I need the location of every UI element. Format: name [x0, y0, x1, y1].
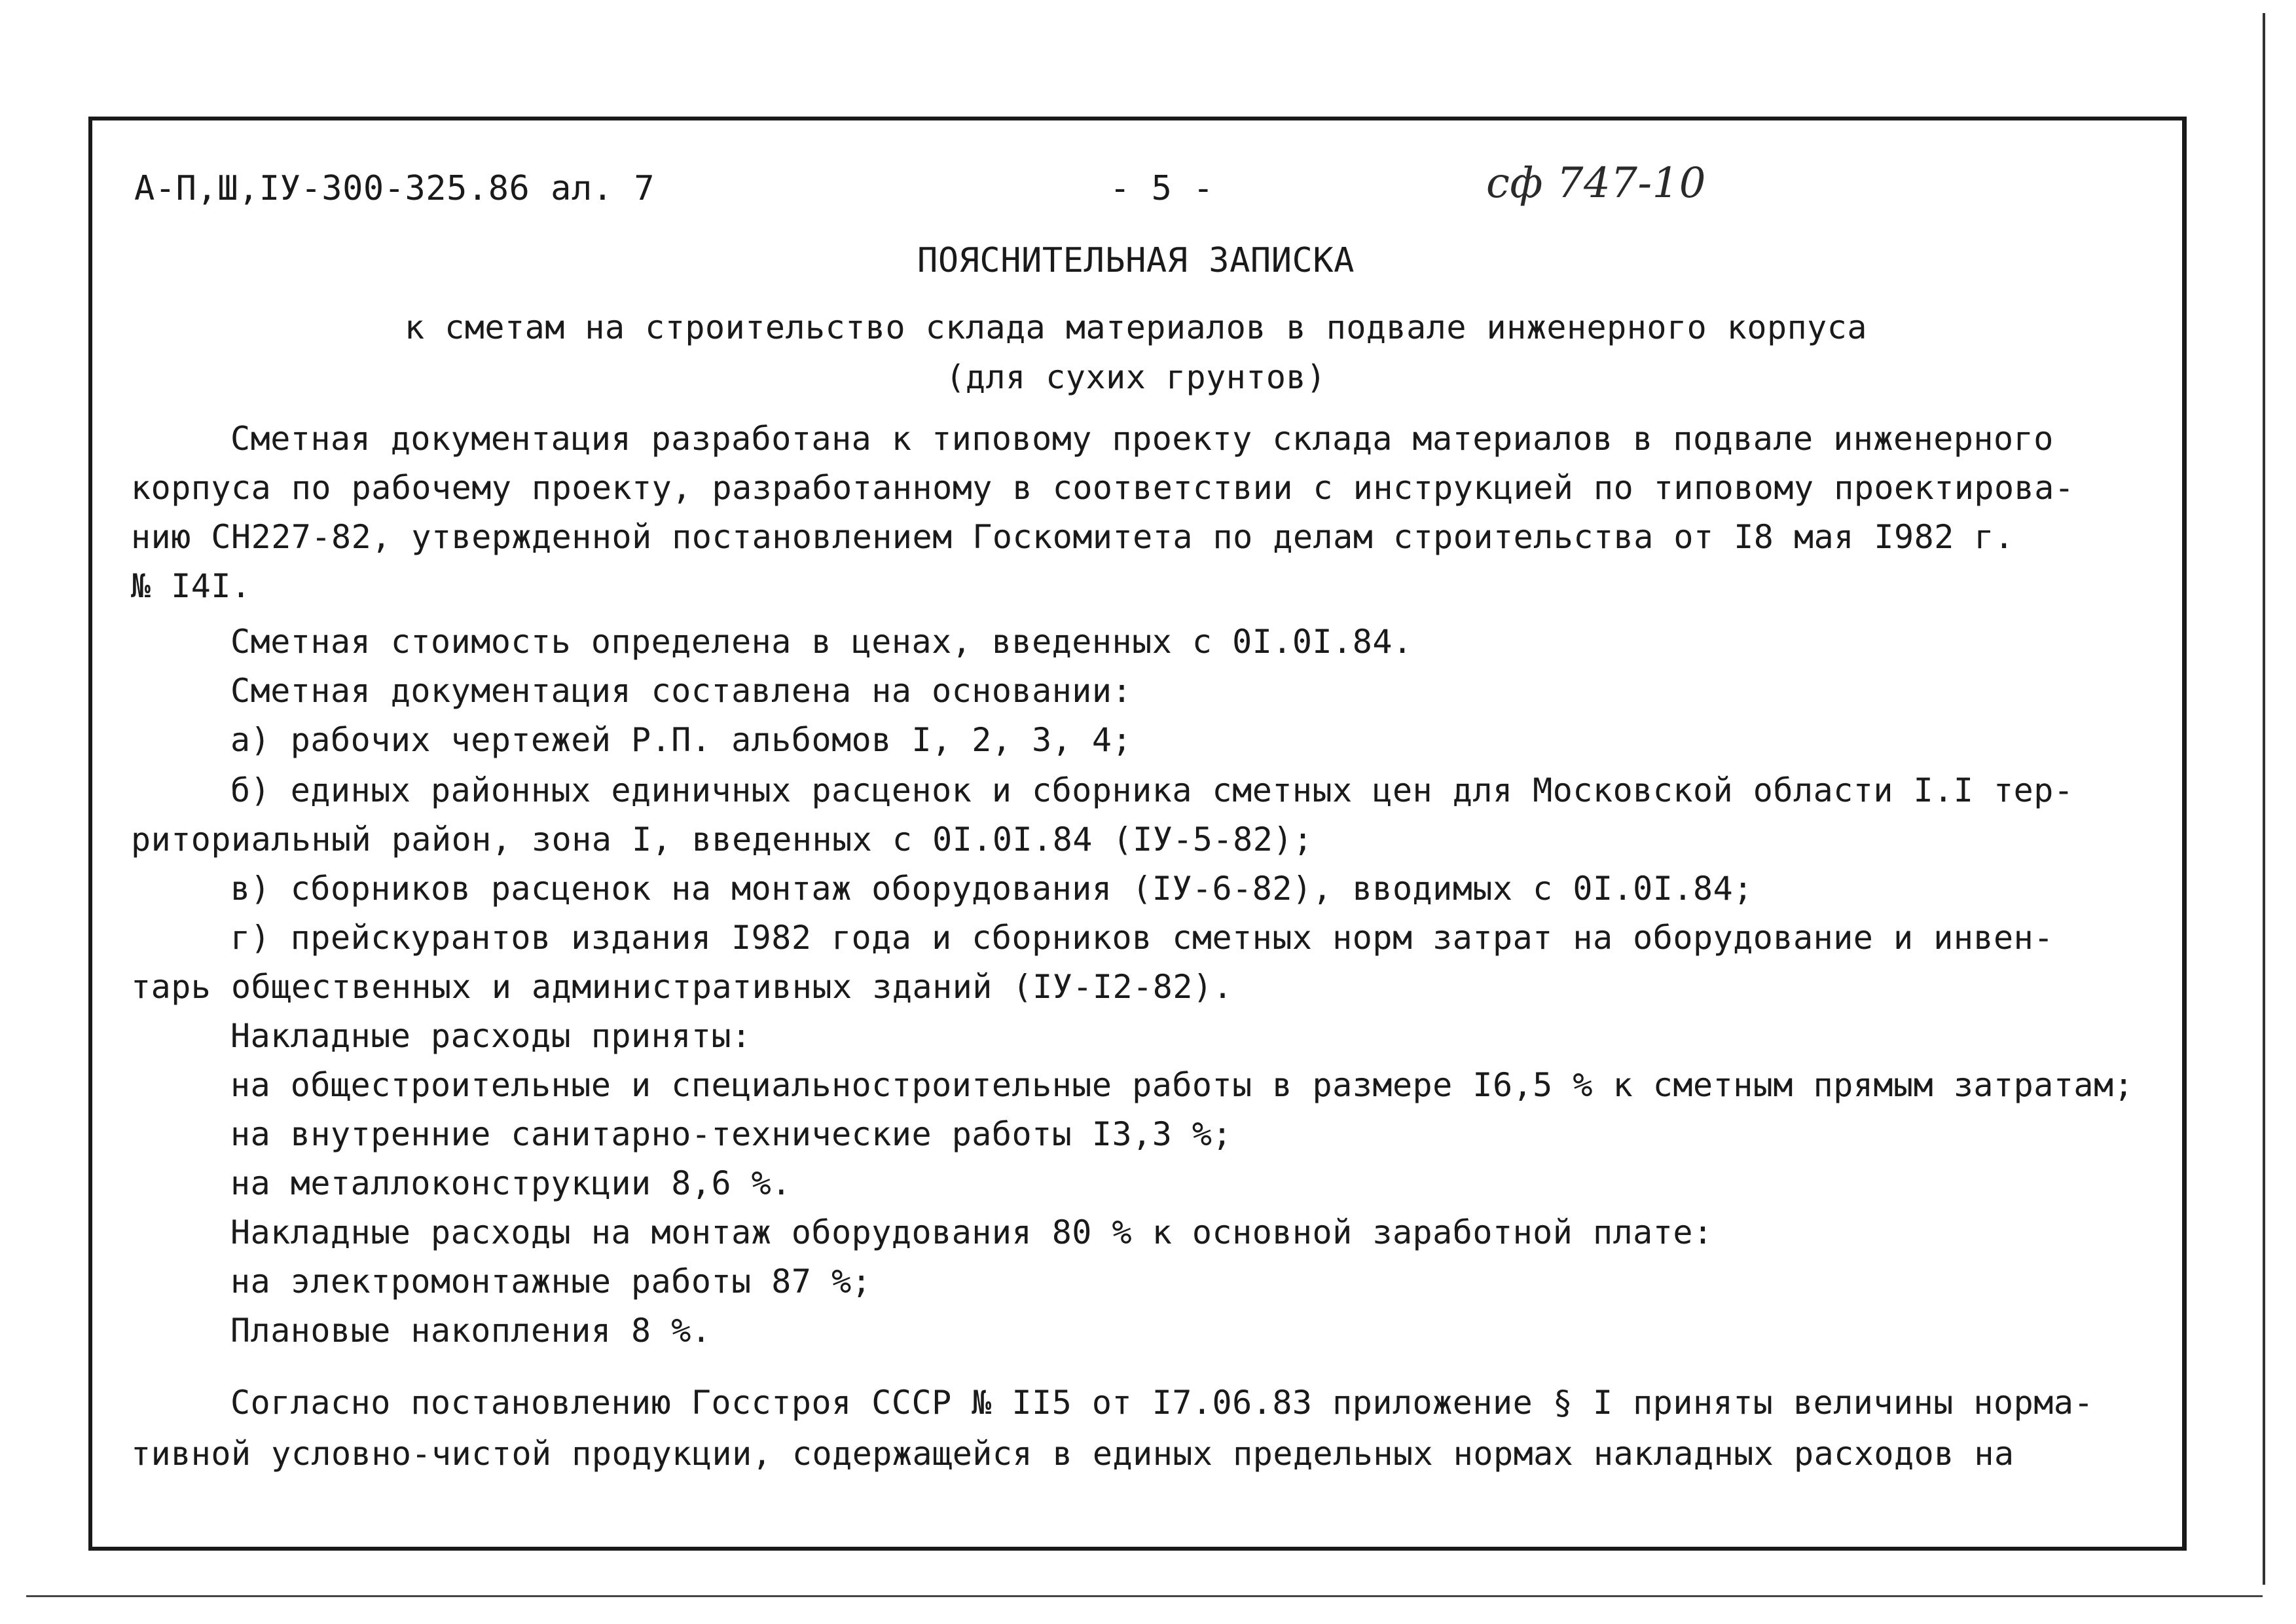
text-line: нию СН227-82, утвержденной постановлением Госкомитета по делам строительства от I8 мая I982 г.: [131, 518, 2014, 556]
scan-bottom-edge: [26, 1595, 2263, 1597]
list-item: в) сборников расценок на монтаж оборудования (IУ-6-82), вводимых с 0I.0I.84;: [230, 870, 1753, 908]
text-line: Сметная документация разработана к типовому проекту склада материалов в подвале инженерного: [230, 420, 2054, 458]
text-line: Сметная документация составлена на основании:: [230, 672, 1133, 710]
handwritten-note: сф 747-10: [1486, 159, 1706, 208]
text-line: риториальный район, зона I, введенных с 0I.0I.84 (IУ-5-82);: [131, 821, 1313, 858]
subtitle-line-2: (для сухих грунтов): [945, 358, 1326, 396]
text-line: тивной условно-чистой продукции, содержащейся в единых предельных нормах накладных расходов на: [131, 1435, 2014, 1473]
document-code: А-П,Ш,IУ-300-325.86 ал. 7: [134, 169, 655, 208]
text-line: № I4I.: [131, 567, 251, 605]
page-number: - 5 -: [1110, 169, 1214, 208]
list-item: б) единых районных единичных расценок и сборника сметных цен для Московской области I.I тер-: [230, 771, 2074, 809]
text-line: корпуса по рабочему проекту, разработанному в соответствии с инструкцией по типовому проектирова-: [131, 469, 2075, 507]
page-title: ПОЯСНИТЕЛЬНАЯ ЗАПИСКА: [917, 241, 1355, 280]
subtitle-line-1: к сметам на строительство склада материалов в подвале инженерного корпуса: [405, 308, 1867, 346]
text-line: Согласно постановлению Госстроя СССР № II5 от I7.06.83 приложение § I приняты величины норма-: [230, 1384, 2094, 1422]
text-line: на металлоконструкции 8,6 %.: [230, 1164, 792, 1202]
text-line: на электромонтажные работы 87 %;: [230, 1263, 872, 1301]
text-line: на общестроительные и специальностроительные работы в размере I6,5 % к сметным прямым затратам;: [230, 1066, 2134, 1104]
text-line: Сметная стоимость определена в ценах, введенных с 0I.0I.84.: [230, 623, 1413, 661]
list-item: г) прейскурантов издания I982 года и сборников сметных норм затрат на оборудование и инвен-: [230, 919, 2054, 957]
text-line: Плановые накопления 8 %.: [230, 1312, 712, 1350]
list-item: а) рабочих чертежей Р.П. альбомов I, 2, 3, 4;: [230, 721, 1133, 759]
text-line: на внутренние санитарно-технические работы I3,3 %;: [230, 1115, 1233, 1153]
text-line: Накладные расходы на монтаж оборудования 80 % к основной заработной плате:: [230, 1213, 1713, 1251]
text-line: Накладные расходы приняты:: [230, 1017, 752, 1055]
text-line: тарь общественных и административных зданий (IУ-I2-82).: [131, 968, 1233, 1006]
